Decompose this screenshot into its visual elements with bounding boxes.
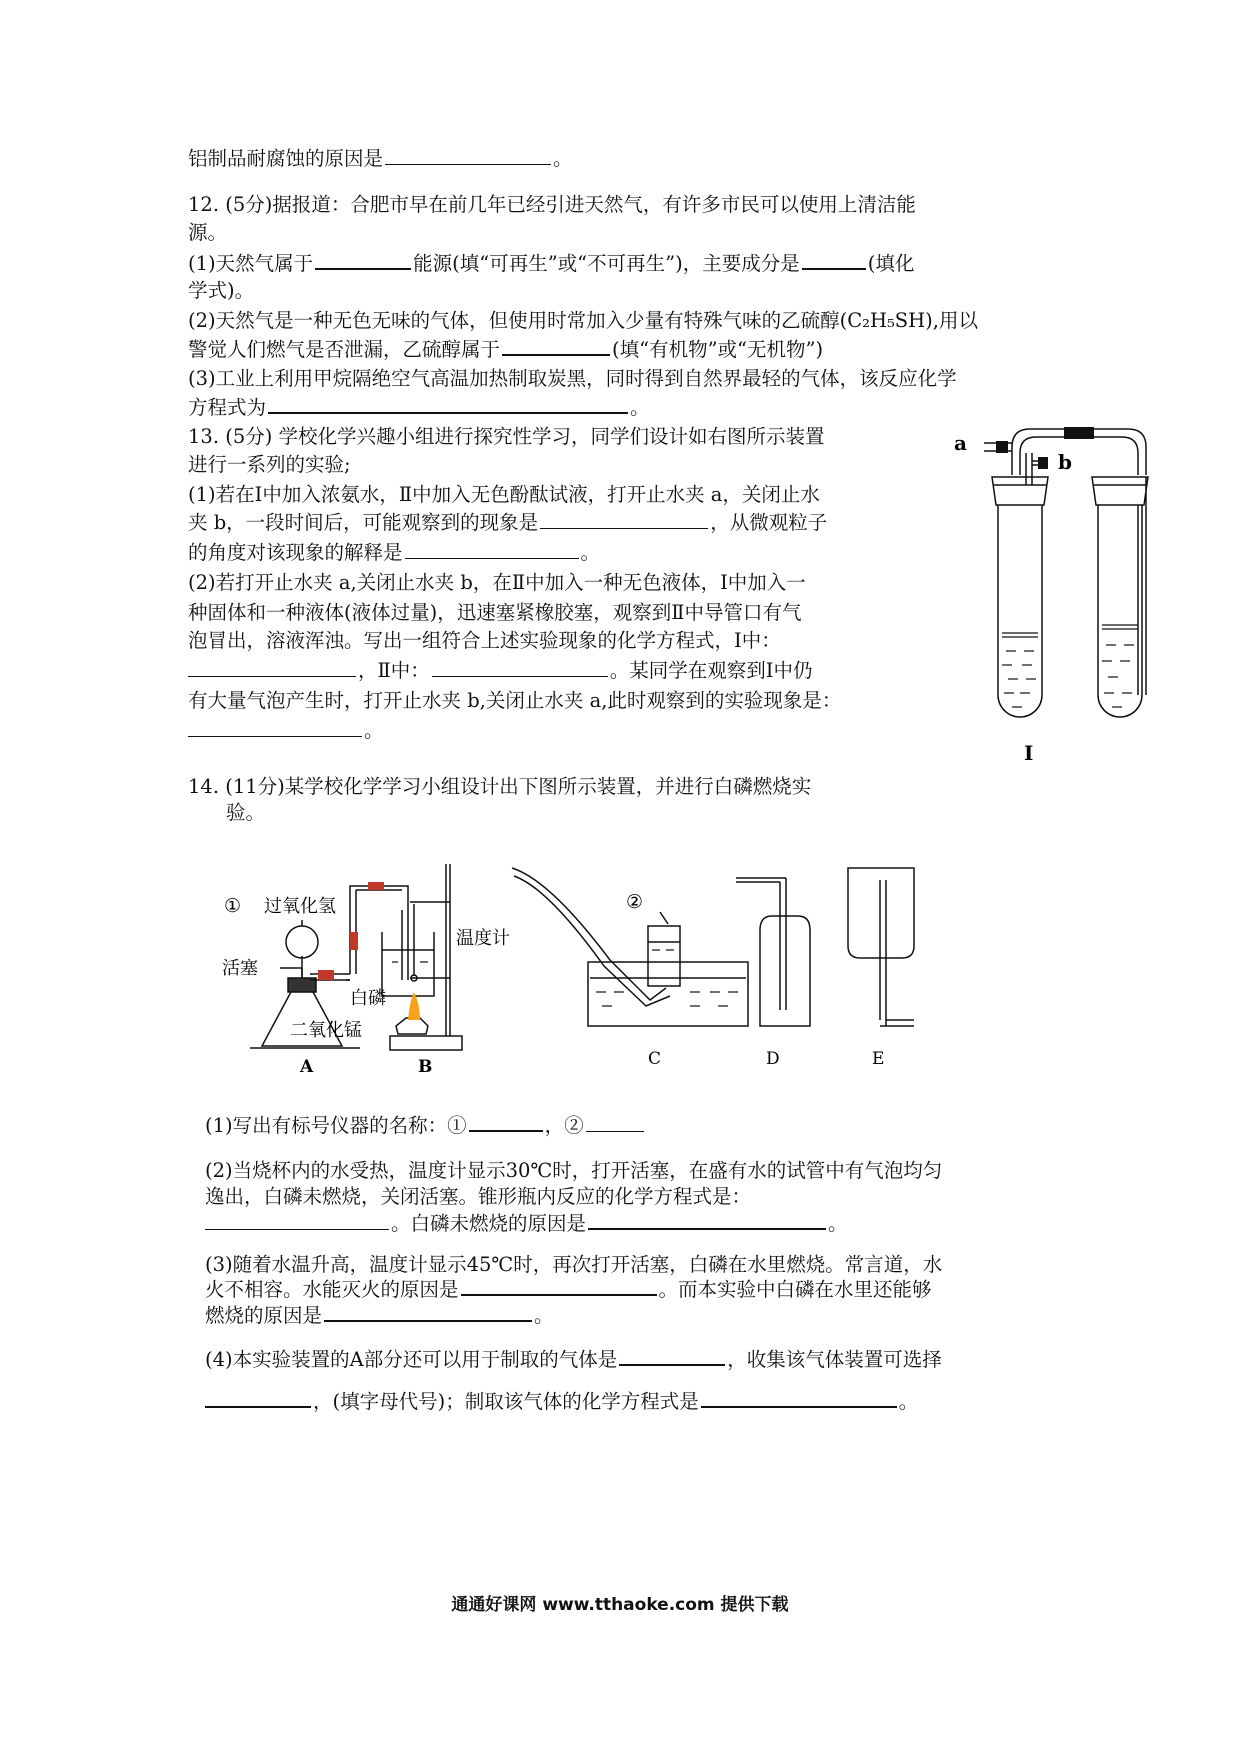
q13-blank-observe[interactable] [188,718,362,737]
page-footer: 通通好课网 www.tthaoke.com 提供下载 [451,1595,789,1615]
q14-part4-a [205,1346,942,1373]
q14-p2-b: 逸出，白磷未燃烧，关闭活塞。锥形瓶内反应的化学方程式是： [205,1185,752,1208]
q14-blank-reason[interactable] [588,1210,826,1230]
q12-blank-equation[interactable] [268,394,628,414]
q13-p1-a: (1)若在Ⅰ中加入浓氨水，Ⅱ中加入无色酚酞试液，打开止水夹 a，关闭止水 [188,483,820,506]
q14-p2-d: 。 [828,1212,848,1235]
q12-p1-c: (填化 [867,252,915,275]
q14-apparatus-figure [222,850,1040,1080]
q14-blank-equation[interactable] [205,1211,389,1230]
q12-p2-c: (填“有机物”或“无机物”) [612,338,824,361]
q13-stem-2: 进行一系列的实验; [188,453,351,476]
q14-p2-a: (2)当烧杯内的水受热，温度计显示30℃时，打开活塞，在盛有水的试管中有气泡均匀 [205,1159,943,1182]
q13-clip-b-label: b [1058,450,1072,474]
q13-p2-e: 。某同学在观察到Ⅰ中仍 [609,659,813,682]
q14-white-p-label: 白磷 [350,988,386,1009]
q14-marker-2: ② [626,891,644,913]
q14-stem-1: 14. (11分)某学校化学学习小组设计出下图所示装置，并进行白磷燃烧实 [188,775,812,798]
q14-p4-c: ，(填字母代号)；制取该气体的化学方程式是 [313,1390,699,1413]
q14-label-e: E [872,1049,885,1069]
q14-part3-b [205,1276,932,1303]
q14-blank-extinguish[interactable] [461,1276,657,1296]
q14-h2o2-label: 过氧化氢 [264,896,336,917]
q11-end: 。 [553,147,573,170]
q11-text: 铝制品耐腐蚀的原因是 [188,147,384,170]
q14-p4-a: (4)本实验装置的A部分还可以用于制取的气体是 [205,1348,618,1371]
q14-blank-gas[interactable] [619,1346,725,1366]
q14-blank-gas-equation[interactable] [701,1388,897,1408]
q14-marker-1: ① [224,895,242,917]
q12-part1 [188,250,914,277]
q14-p1-b: ，② [544,1114,584,1137]
q12-part3 [188,394,650,421]
q13-p2-f: 有大量气泡产生时，打开止水夹 b,关闭止水夹 a,此时观察到的实验现象是： [188,689,842,712]
q13-p2-g: 。 [364,719,384,742]
q14-label-d: D [766,1049,780,1069]
q12-stem-2: 源。 [188,221,228,244]
q13-blank-eq1[interactable] [188,658,356,677]
q13-p1-d: 的角度对该现象的解释是 [188,541,403,564]
q12-p3-a: (3)工业上利用甲烷隔绝空气高温加热制取炭黑，同时得到自然界最轻的气体，该反应化学 [188,367,957,390]
q14-p3-d: 燃烧的原因是 [205,1304,323,1327]
q14-mno2-label: 二氧化锰 [290,1020,362,1041]
q12-blank-organic[interactable] [502,336,610,356]
q14-part4-c [205,1388,918,1415]
q13-blank-explain[interactable] [405,540,579,559]
q13-p2-a: (2)若打开止水夹 a,关闭止水夹 b，在Ⅱ中加入一种无色液体，Ⅰ中加入一 [188,571,806,594]
q11-answer-blank[interactable] [385,146,551,165]
q14-p3-c: 。而本实验中白磷在水里还能够 [658,1278,932,1301]
q12-part2 [188,336,823,363]
q13-stem-1: 13. (5分) 学校化学兴趣小组进行探究性学习，同学们设计如右图所示装置 [188,425,825,448]
q14-part1 [205,1112,646,1139]
q14-p3-e: 。 [534,1304,554,1327]
q13-blank-eq2[interactable] [432,658,608,677]
q14-stem-2: 验。 [226,801,266,824]
q14-blank-burn-reason[interactable] [324,1302,532,1322]
q14-p3-b: 火不相容。水能灭火的原因是 [205,1278,459,1301]
q14-part3-d [205,1302,554,1329]
q14-stopcock-label: 活塞 [222,958,258,979]
q14-p3-a: (3)随着水温升高，温度计显示45℃时，再次打开活塞，白磷在水里燃烧。常言道，水 [205,1253,943,1276]
q13-p1-c: ，从微观粒子 [710,511,828,534]
q12-p2-a: (2)天然气是一种无色无味的气体，但使用时常加入少量有特殊气味的乙硫醇(C₂H₅SH),用以 [188,309,978,332]
q13-p2-d: ，Ⅱ中： [358,659,430,682]
q14-label-a: A [300,1057,314,1077]
q14-p4-b: ，收集该气体装置可选择 [727,1348,942,1371]
q14-thermometer-label: 温度计 [456,928,510,949]
q14-p1-a: (1)写出有标号仪器的名称：① [205,1114,467,1137]
q14-blank-1[interactable] [469,1112,543,1132]
q13-tube-i-label: I [1024,741,1034,765]
q13-p2-b: 种固体和一种液体(液体过量)，迅速塞紧橡胶塞，观察到Ⅱ中导管口有气 [188,601,802,624]
q13-part2-g [188,718,384,744]
q12-blank-formula[interactable] [802,250,866,270]
q13-blank-phenomenon[interactable] [540,510,708,529]
q12-p1-d: 学式)。 [188,279,255,302]
q11-tail-line [188,146,573,172]
q13-part2-d [188,658,812,684]
q14-part2-c [205,1210,848,1237]
q14-p2-c: 。白磷未燃烧的原因是 [391,1212,587,1235]
q13-clip-a-label: a [954,431,967,455]
q14-blank-collect[interactable] [205,1388,311,1408]
q13-apparatus-figure [940,425,1210,770]
q12-blank-energy[interactable] [315,250,411,270]
q14-p4-d: 。 [898,1390,919,1413]
q14-label-b: B [418,1057,433,1077]
q14-blank-2[interactable] [586,1113,644,1132]
q12-p3-end: 。 [630,396,650,419]
q13-p2-c: 泡冒出，溶液浑浊。写出一组符合上述实验现象的化学方程式，Ⅰ中： [188,629,781,652]
q13-p1-e: 。 [580,541,601,564]
q14-label-c: C [648,1049,662,1069]
q12-p3-b: 方程式为 [188,396,267,419]
q13-part1-b [188,510,827,536]
q13-part1-d [188,540,600,566]
q12-p2-b: 警觉人们燃气是否泄漏，乙硫醇属于 [188,338,501,361]
q12-p1-b: 能源(填“可再生”或“不可再生”)，主要成分是 [413,252,800,275]
q13-p1-b: 夹 b，一段时间后，可能观察到的现象是 [188,511,539,534]
q12-p1-a: (1)天然气属于 [188,252,314,275]
q12-stem-1: 12. (5分)据报道：合肥市早在前几年已经引进天然气，有许多市民可以使用上清洁能 [188,193,916,216]
